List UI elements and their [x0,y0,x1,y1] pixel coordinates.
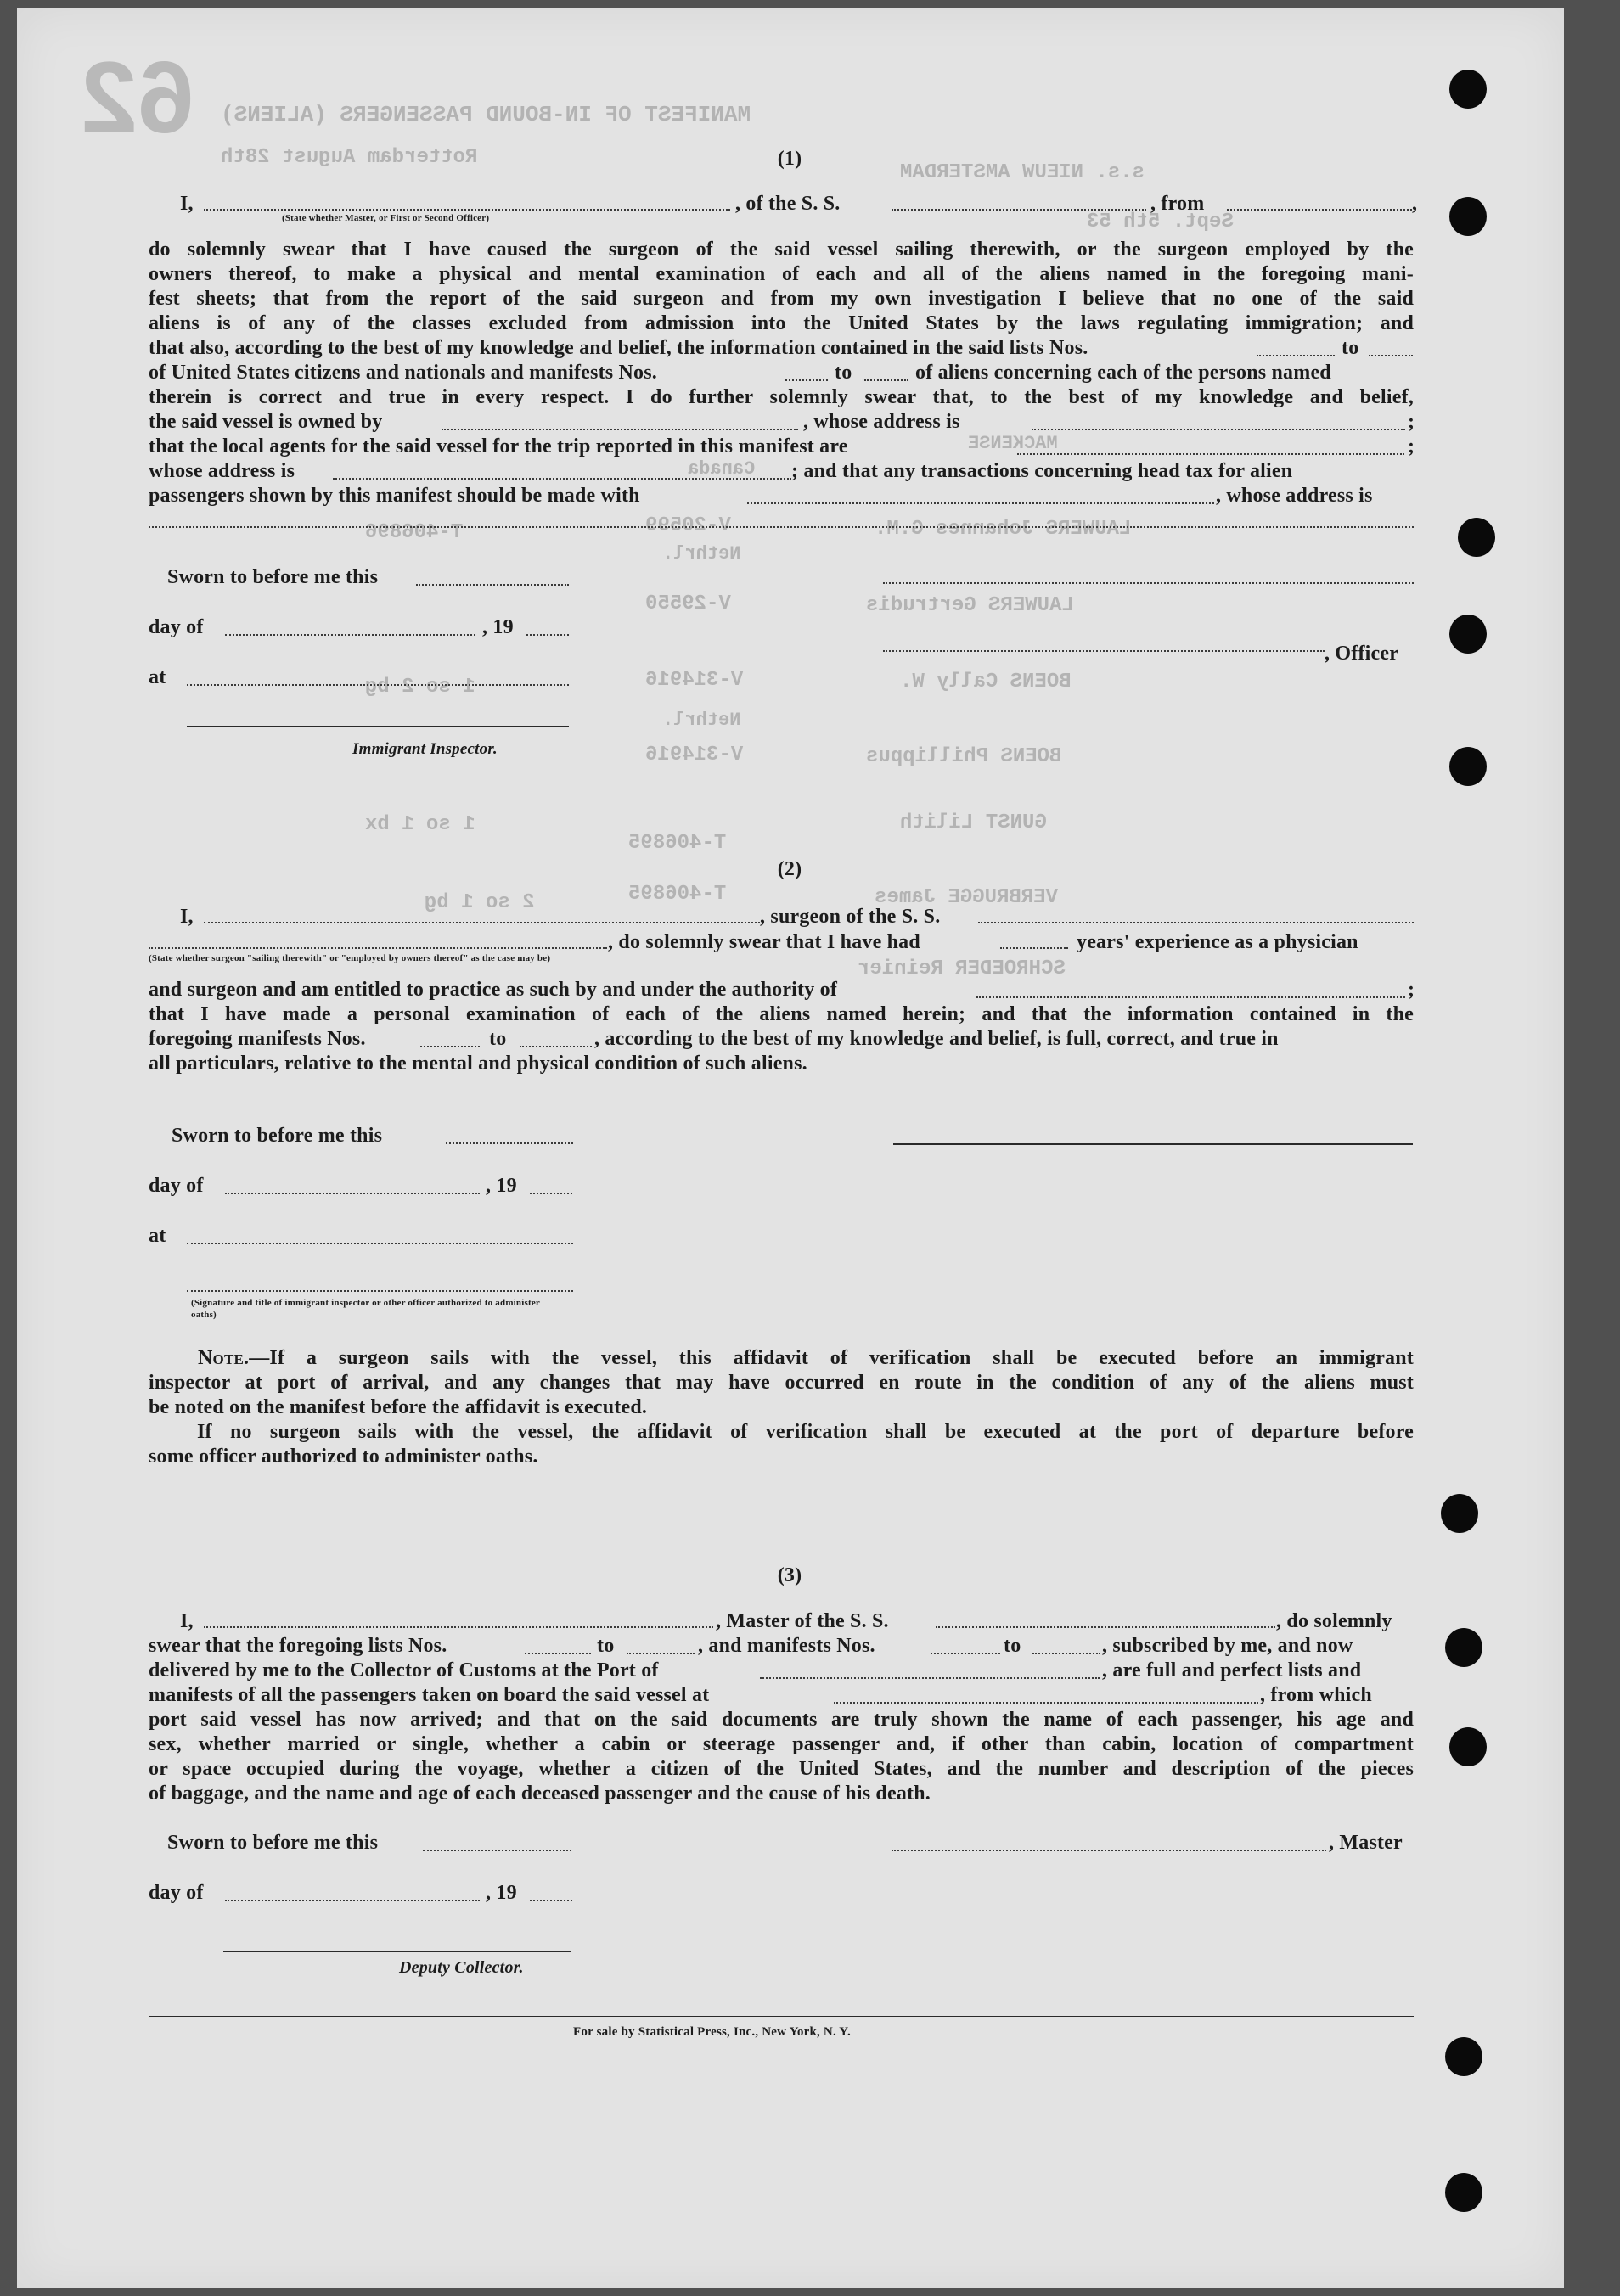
oath-line: therein is correct and true in every respect. I do further solemnly swear that, to the best of my knowledge and belief, [149,386,1414,408]
section-number: (3) [777,1564,802,1586]
blank-field[interactable] [333,478,791,480]
blank-field[interactable] [149,526,1414,528]
blank-field[interactable] [976,996,1405,998]
blank-field[interactable] [225,1900,480,1901]
blank-field[interactable] [1000,947,1068,949]
oath-line: all particulars, relative to the mental and physical condition of such aliens. [149,1053,807,1075]
sworn-label: Sworn to before me this [167,1832,379,1854]
oath-line: and surgeon and am entitled to practice as such by and under the authority of [149,979,838,1001]
blank-field[interactable] [978,922,1414,923]
blank-field[interactable] [420,1046,480,1047]
oath-line: ; [1408,979,1415,1001]
blank-field[interactable] [446,1142,573,1144]
oath-line: whose address is [149,460,295,482]
binder-hole [1458,518,1495,557]
oath-line: ; [1408,411,1415,433]
bleed-text: Sept. 5th 53 [1087,211,1234,233]
oath-line: or space occupied during the voyage, whether a citizen of the United States, and the number and description of the pieces [149,1758,1414,1780]
oath-line: , according to the best of my knowledge and belief, is full, correct, and true in [594,1028,1279,1050]
inspector-label: Immigrant Inspector. [352,740,498,758]
oath-line: , subscribed by me, and now [1102,1635,1353,1657]
oath-line: of aliens concerning each of the persons named [915,362,1331,384]
oath-line: aliens is of any of the classes excluded from admission into the United States by the laws regulating immigration; and [149,312,1414,334]
oath-line: years' experience as a physician [1077,931,1358,953]
binder-hole [1445,2037,1482,2076]
surgeon-signature-line[interactable] [893,1143,1413,1145]
footer-rule [149,2016,1414,2017]
blank-field[interactable] [1257,355,1335,356]
oath-line: , whose address is [1216,485,1373,507]
bleed-text: 1 so 2 bg [365,676,475,699]
bleed-text: Rotterdam August 28th [221,146,478,169]
blank-field[interactable] [760,1677,1100,1679]
blank-field[interactable] [525,1653,591,1654]
oath-line: ; [1408,435,1415,458]
note-heading: Note. [198,1347,250,1369]
note-line: be noted on the manifest before the affidavit is executed. [149,1396,648,1418]
bleed-text: V-314916 [645,669,744,692]
note-line: Note.—If a surgeon sails with the vessel, this affidavit of verification shall be executed before an immigrant [149,1346,1414,1370]
blank-field[interactable] [520,1046,592,1047]
signature-note: (Signature and title of immigrant inspector or other officer authorized to administer oaths) [191,1298,540,1320]
officer-label: , Officer [1325,643,1399,665]
manifest-page [17,8,1564,2288]
blank-field[interactable] [416,584,569,586]
section-number: (2) [777,858,802,880]
bleed-text: LAUWERS Gertrudis [866,594,1074,617]
officer-signature-line[interactable] [883,650,1325,652]
oath-line: , from which [1260,1684,1372,1706]
bleed-text: T-406895 [628,832,727,855]
oath-line: , are full and perfect lists and [1102,1659,1362,1681]
bleed-text: 1 so 1 bx [365,813,475,836]
officer-signature-line[interactable] [883,582,1414,584]
oath-line: , surgeon of the S. S. [760,906,941,928]
oath-line: I, [180,906,194,928]
oath-line: to [489,1028,507,1050]
note-line: If no surgeon sails with the vessel, the affidavit of verification shall be executed at the port of departure before [197,1421,1414,1443]
oath-line: , from [1150,193,1205,215]
binder-hole [1449,197,1487,236]
oath-line: swear that the foregoing lists Nos. [149,1635,447,1657]
binder-hole [1441,1494,1478,1533]
oath-line: owners thereof, to make a physical and mental examination of each and all of the aliens named in the foregoing mani- [149,263,1414,285]
oath-line: ; and that any transactions concerning head tax for alien [791,460,1293,482]
oath-line: manifests of all the passengers taken on board the said vessel at [149,1684,710,1706]
blank-field[interactable] [627,1653,695,1654]
sworn-label: Sworn to before me this [172,1125,383,1147]
year-label: , 19 [482,616,514,638]
field-note: (State whether Master, or First or Second Officer) [282,213,490,223]
bleed-text: Nethrl. [662,710,741,731]
blank-field[interactable] [530,1193,572,1194]
sworn-label: Sworn to before me this [167,566,379,588]
master-signature-line[interactable] [892,1850,1326,1851]
inspector-signature-line[interactable] [187,1290,573,1292]
bleed-text: V-20599 [645,514,731,537]
oath-line: of baggage, and the name and age of each deceased passenger and the cause of his death. [149,1782,931,1805]
blank-field[interactable] [225,1193,480,1194]
oath-line: , Master of the S. S. [716,1610,889,1632]
blank-field[interactable] [204,209,730,211]
blank-field[interactable] [936,1626,1275,1628]
bleed-stamp: 62 [81,41,194,154]
bleed-text: V-314916 [645,744,744,766]
oath-line: , [1412,193,1418,215]
oath-line: foregoing manifests Nos. [149,1028,366,1050]
oath-line: to [597,1635,615,1657]
oath-line: I, [180,193,194,215]
note-line: some officer authorized to administer oaths. [149,1446,538,1468]
section-number: (1) [777,148,802,170]
oath-line: the said vessel is owned by [149,411,383,433]
blank-field[interactable] [864,379,908,381]
bleed-text: GUNST Lilith [900,811,1047,834]
bleed-text: Nethrl. [662,543,741,564]
blank-field[interactable] [931,1653,1000,1654]
blank-field[interactable] [204,1626,713,1628]
bleed-text: LAUWERS Johannes G.M. [875,518,1132,541]
note-line: inspector at port of arrival, and any changes that may have occurred en route in the condition of any of the aliens must [149,1372,1414,1394]
collector-label: Deputy Collector. [399,1958,524,1977]
year-label: , 19 [486,1175,517,1197]
bleed-text: s.s. NIEUW AMSTERDAM [900,161,1145,184]
blank-field[interactable] [149,947,607,949]
blank-field[interactable] [187,684,569,686]
blank-field[interactable] [1227,209,1412,211]
day-label: day of [149,616,204,638]
blank-field[interactable] [834,1702,1258,1704]
oath-line: to [1342,337,1359,359]
field-note: (State whether surgeon "sailing therewith" or "employed by owners thereof" as the case may be) [149,953,551,963]
blank-field[interactable] [423,1850,571,1851]
blank-field[interactable] [225,634,475,636]
binder-hole [1449,615,1487,654]
blank-field[interactable] [785,379,828,381]
oath-line: fest sheets; that from the report of the said surgeon and from my own investigation I believe that no one of the said [149,288,1414,310]
collector-signature-line[interactable] [223,1951,571,1952]
oath-line: , do solemnly swear that I have had [608,931,920,953]
oath-line: , and manifests Nos. [698,1635,875,1657]
oath-line: that the local agents for the said vessel for the trip reported in this manifest are [149,435,848,458]
blank-field[interactable] [1032,1653,1100,1654]
bleed-text: Canada [688,458,756,480]
blank-field[interactable] [1017,453,1404,455]
blank-field[interactable] [1032,429,1405,430]
bleed-text: BOENS Cally W. [900,671,1072,693]
bleed-text: MANIFEST OF IN-BOUND PASSENGERS (ALIENS) [221,102,751,127]
oath-line: that also, according to the best of my knowledge and belief, the information contained in the said lists Nos. [149,337,1088,359]
oath-line: delivered by me to the Collector of Customs at the Port of [149,1659,659,1681]
bleed-text: T-406895 [628,883,727,906]
footer-imprint: For sale by Statistical Press, Inc., New York, N. Y. [573,2025,851,2039]
master-label: , Master [1329,1832,1403,1854]
binder-hole [1445,1628,1482,1667]
oath-line: , do solemnly [1276,1610,1392,1632]
year-label: , 19 [486,1882,517,1904]
binder-hole [1449,70,1487,109]
at-label: at [149,666,166,688]
bleed-text: 2 so 1 bg [425,891,535,914]
binder-hole [1449,1727,1487,1766]
oath-line: to [835,362,852,384]
binder-hole [1449,747,1487,786]
day-label: day of [149,1175,204,1197]
oath-line: to [1004,1635,1021,1657]
oath-line: sex, whether married or single, whether a cabin or steerage passenger and, if other than cabin, location of compartment [149,1733,1414,1755]
oath-line: do solemnly swear that I have caused the surgeon of the said vessel sailing therewith, or the surgeon employed by the [149,239,1414,261]
at-label: at [149,1225,166,1247]
blank-field[interactable] [1369,355,1413,356]
oath-line: passengers shown by this manifest should be made with [149,485,640,507]
oath-line: that I have made a personal examination of each of the aliens named herein; and that the information contained in the [149,1003,1414,1025]
day-label: day of [149,1882,204,1904]
oath-line: , whose address is [803,411,960,433]
blank-field[interactable] [892,209,1146,211]
oath-line: of United States citizens and nationals and manifests Nos. [149,362,657,384]
binder-hole [1445,2173,1482,2212]
bleed-text: BOENS Phillippus [866,745,1062,768]
oath-line: port said vessel has now arrived; and that on the said documents are truly shown the name of each passenger, his age and [149,1709,1414,1731]
blank-field[interactable] [204,922,760,923]
blank-field[interactable] [747,502,1214,504]
oath-line: , of the S. S. [735,193,841,215]
blank-field[interactable] [526,634,569,636]
bleed-text: V-29550 [645,592,731,615]
bleed-text: MACKENSE [968,433,1058,454]
blank-field[interactable] [530,1900,572,1901]
blank-field[interactable] [442,429,798,430]
bleed-text: VERBRUGGE James [875,886,1059,909]
oath-line: I, [180,1610,194,1632]
bleed-text: T-406896 [365,521,464,544]
bleed-text: SCHROEDER Reinier [858,957,1066,980]
blank-field[interactable] [187,1243,573,1244]
inspector-signature-line[interactable] [187,726,569,727]
